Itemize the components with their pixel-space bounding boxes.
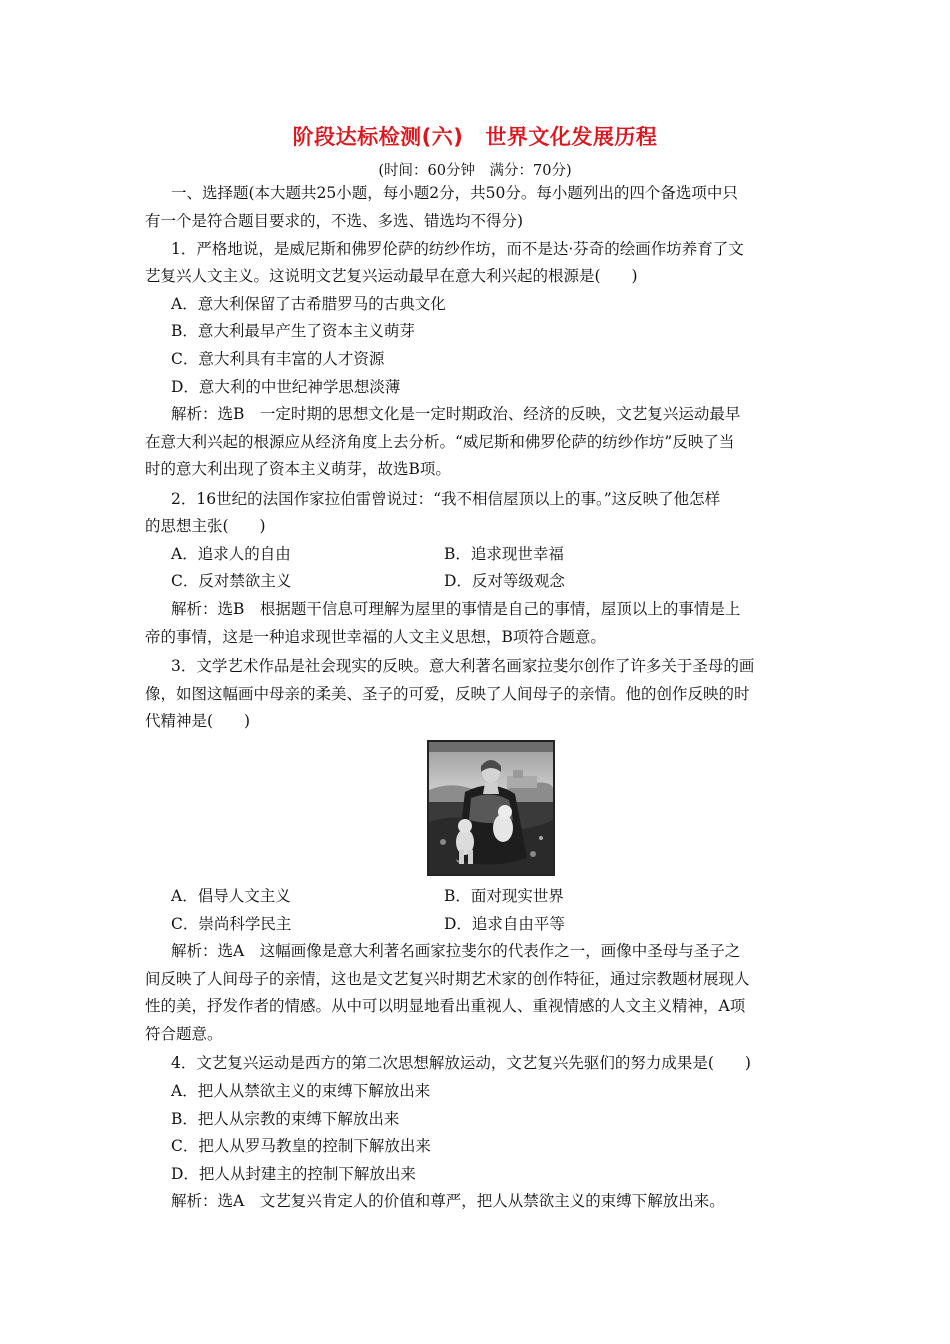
question-1-option-b: B．意大利最早产生了资本主义萌芽 [171, 322, 415, 340]
exam-meta: (时间：60分钟 满分：70分) [378, 163, 572, 179]
question-1-option-d: D．意大利的中世纪神学思想淡薄 [171, 378, 401, 396]
question-2-stem-cont: 的思想主张( ) [145, 517, 266, 535]
madonna-painting-image [427, 740, 555, 876]
question-3-stem-end: 代精神是( ) [145, 712, 251, 730]
question-3-analysis: 解析：选A 这幅画像是意大利著名画家拉斐尔的代表作之一，画像中圣母与圣子之 [171, 942, 741, 960]
question-1-stem-cont: 艺复兴人文主义。这说明文艺复兴运动最早在意大利兴起的根源是( ) [145, 267, 638, 285]
question-4-option-d: D．把人从封建主的控制下解放出来 [171, 1165, 416, 1183]
question-3-option-d: D．追求自由平等 [444, 915, 565, 933]
question-3-stem: 3．文学艺术作品是社会现实的反映。意大利著名画家拉斐尔创作了许多关于圣母的画 [171, 657, 755, 675]
title-topic: 世界文化发展历程 [485, 125, 658, 149]
question-1-option-a: A．意大利保留了古希腊罗马的古典文化 [171, 295, 446, 313]
page-title [0, 121, 950, 151]
question-4-analysis: 解析：选A 文艺复兴肯定人的价值和尊严，把人从禁欲主义的束缚下解放出来。 [171, 1192, 725, 1210]
section-heading-cont: 有一个是符合题目要求的，不选、多选、错选均不得分) [145, 212, 524, 230]
question-2-option-d: D．反对等级观念 [444, 572, 565, 590]
question-3-option-b: B．面对现实世界 [444, 887, 564, 905]
question-1-analysis: 解析：选B 一定时期的思想文化是一定时期政治、经济的反映，文艺复兴运动最早 [171, 405, 741, 423]
question-4-option-c: C．把人从罗马教皇的控制下解放出来 [171, 1137, 431, 1155]
question-3-analysis-cont2: 性的美，抒发作者的情感。从中可以明显地看出重视人、重视情感的人文主义精神，A项 [145, 997, 746, 1015]
question-3-analysis-end: 符合题意。 [145, 1025, 223, 1043]
question-1-stem: 1．严格地说，是威尼斯和佛罗伦萨的纺纱作坊，而不是达·芬奇的绘画作坊养育了文 [171, 240, 744, 258]
question-1-analysis-cont: 在意大利兴起的根源应从经济角度上去分析。“威尼斯和佛罗伦萨的纺纱作坊”反映了当 [145, 433, 735, 451]
question-2-stem: 2．16世纪的法国作家拉伯雷曾说过：“我不相信屋顶以上的事。”这反映了他怎样 [171, 490, 721, 508]
question-2-analysis-cont: 帝的事情，这是一种追求现世幸福的人文主义思想，B项符合题意。 [145, 628, 606, 646]
question-2-option-c: C．反对禁欲主义 [171, 572, 292, 590]
question-1-analysis-end: 时的意大利出现了资本主义萌芽，故选B项。 [145, 460, 451, 478]
question-3-option-c: C．崇尚科学民主 [171, 915, 292, 933]
title-main: 阶段达标检测(六) [292, 125, 464, 149]
question-4-stem: 4．文艺复兴运动是西方的第二次思想解放运动，文艺复兴先驱们的努力成果是( ) [171, 1054, 751, 1072]
question-1-option-c: C．意大利具有丰富的人才资源 [171, 350, 385, 368]
question-3-option-a: A．倡导人文主义 [171, 887, 291, 905]
question-3-analysis-cont: 间反映了人间母子的亲情，这也是文艺复兴时期艺术家的创作特征，通过宗教题材展现人 [145, 970, 750, 988]
question-2-option-a: A．追求人的自由 [171, 545, 291, 563]
question-2-analysis: 解析：选B 根据题干信息可理解为屋里的事情是自己的事情，屋顶以上的事情是上 [171, 600, 741, 618]
question-4-option-b: B．把人从宗教的束缚下解放出来 [171, 1110, 400, 1128]
question-4-option-a: A．把人从禁欲主义的束缚下解放出来 [171, 1082, 431, 1100]
question-2-option-b: B．追求现世幸福 [444, 545, 564, 563]
question-3-stem-cont: 像，如图这幅画中母亲的柔美、圣子的可爱，反映了人间母子的亲情。他的创作反映的时 [145, 685, 750, 703]
section-heading: 一、选择题(本大题共25小题，每小题2分，共50分。每小题列出的四个备选项中只 [171, 184, 738, 202]
